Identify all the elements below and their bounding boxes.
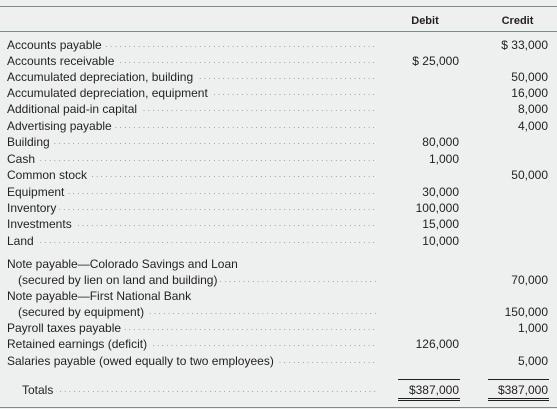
account-name: Cash . . . (7, 151, 377, 167)
account-name: Accumulated depreciation, building . . . (7, 69, 377, 85)
credit-amount: 4,000 (517, 119, 548, 133)
table-row (0, 118, 557, 134)
top-rule (0, 6, 557, 7)
account-name: Payroll taxes payable . . . (7, 320, 377, 336)
debit-amount: 15,000 (422, 217, 459, 231)
debit-amount: $ 25,000 (412, 54, 459, 68)
table-row (0, 53, 557, 69)
credit-double-rule-top (488, 398, 549, 399)
credit-double-rule-bottom (488, 400, 549, 401)
totals-credit: $387,000 (497, 383, 548, 397)
account-name: Common stock . . . (7, 167, 377, 183)
table-row (0, 288, 557, 304)
credit-amount: 50,000 (511, 70, 548, 84)
account-name: Investments . . . (7, 216, 377, 232)
table-row (0, 216, 557, 232)
credit-amount: 8,000 (517, 102, 548, 116)
account-name: Inventory . . . (7, 200, 377, 216)
totals-label: Totals . . . (22, 382, 377, 398)
account-name: Retained earnings (deficit) . . . (7, 336, 377, 352)
table-row (0, 320, 557, 336)
table-row (0, 184, 557, 200)
debit-subtotal-rule (398, 379, 460, 380)
account-name: Salaries payable (owed equally to two employees) . . . (7, 353, 377, 369)
account-name: Advertising payable . . . (7, 118, 377, 134)
account-name: (secured by lien on land and building) . . . (18, 272, 377, 288)
table-row (0, 272, 557, 288)
account-name: Building . . . (7, 134, 377, 150)
credit-amount: $ 33,000 (501, 38, 548, 52)
account-name: Accounts payable . . . (7, 37, 377, 53)
table-row (0, 101, 557, 117)
account-name: Note payable—Colorado Savings and Loan (7, 256, 377, 272)
credit-amount: 16,000 (511, 86, 548, 100)
table-row (0, 304, 557, 320)
account-name: Accounts receivable . . . (7, 53, 377, 69)
debit-column-header: Debit (411, 15, 439, 27)
bottom-rule (0, 407, 557, 408)
header-rule (0, 31, 557, 32)
table-row (0, 37, 557, 53)
account-name: Additional paid-in capital . . . (7, 101, 377, 117)
debit-double-rule-top (398, 398, 460, 399)
debit-amount: 1,000 (428, 152, 459, 166)
credit-amount: 1,000 (517, 321, 548, 335)
credit-amount: 5,000 (517, 354, 548, 368)
account-name: Accumulated depreciation, equipment . . . (7, 85, 377, 101)
table-row (0, 200, 557, 216)
totals-row (0, 382, 557, 398)
table-row (0, 69, 557, 85)
table-row (0, 85, 557, 101)
table-row (0, 233, 557, 249)
table-row (0, 167, 557, 183)
table-row (0, 134, 557, 150)
credit-amount: 150,000 (504, 305, 548, 319)
debit-double-rule-bottom (398, 400, 460, 401)
credit-column-header: Credit (501, 15, 534, 27)
debit-amount: 30,000 (422, 185, 459, 199)
debit-amount: 10,000 (422, 234, 459, 248)
table-row (0, 353, 557, 369)
table-row (0, 151, 557, 167)
account-name: Land . . . (7, 233, 377, 249)
table-row (0, 256, 557, 272)
totals-debit: $387,000 (408, 383, 459, 397)
credit-amount: 50,000 (511, 168, 548, 182)
account-name: Note payable—First National Bank (7, 288, 377, 304)
debit-amount: 80,000 (422, 135, 459, 149)
debit-amount: 126,000 (415, 337, 459, 351)
credit-amount: 70,000 (511, 273, 548, 287)
account-name: (secured by equipment) . . . (18, 304, 377, 320)
credit-subtotal-rule (488, 379, 549, 380)
account-name: Equipment . . . (7, 184, 377, 200)
debit-amount: 100,000 (415, 201, 459, 215)
table-row (0, 336, 557, 352)
